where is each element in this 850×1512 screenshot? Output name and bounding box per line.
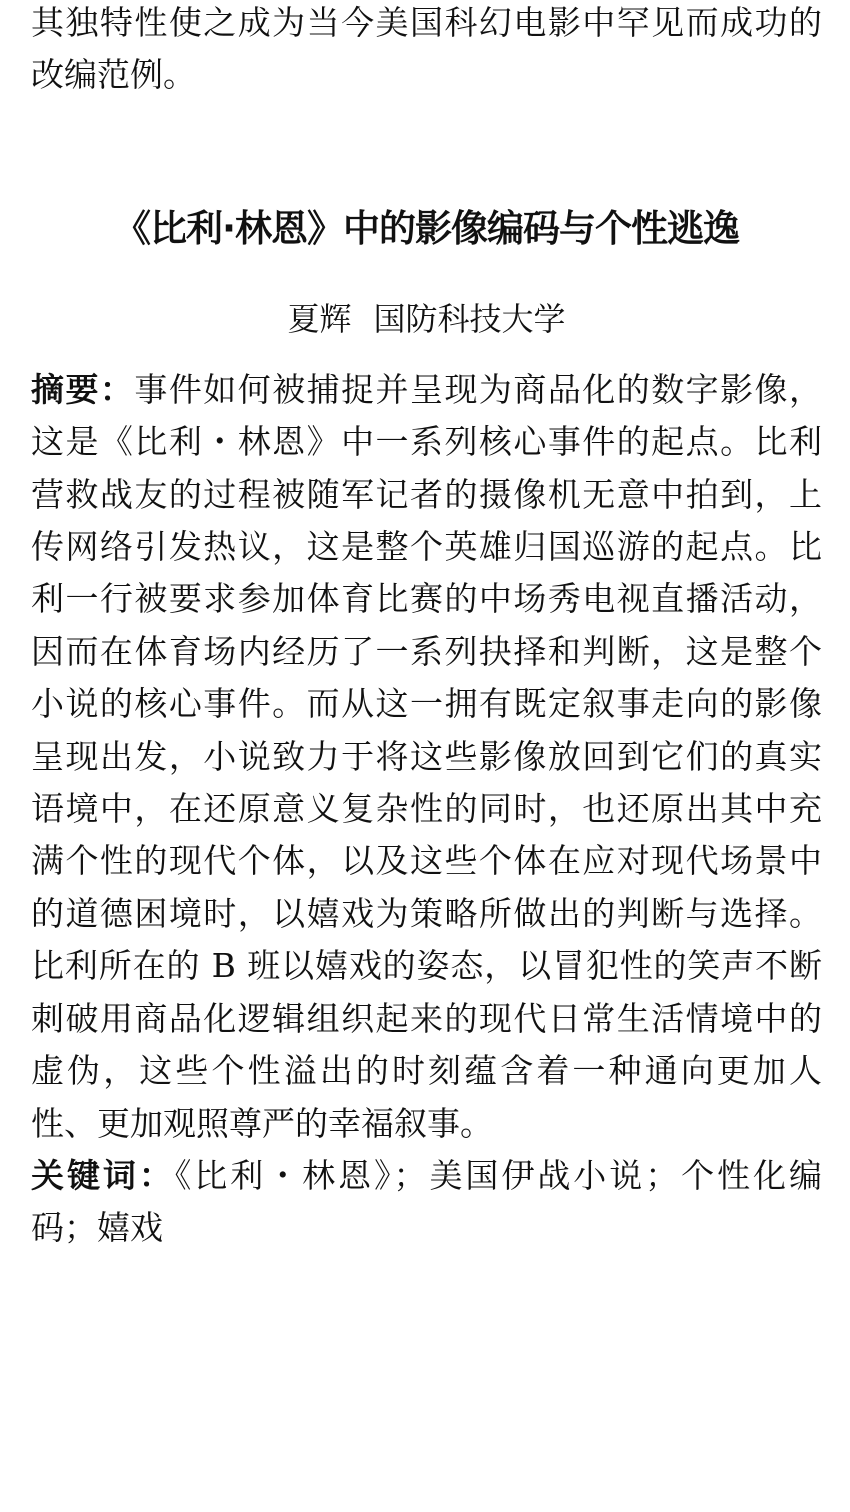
keywords-label: 关键词： (31, 1155, 175, 1195)
abstract-label: 摘要： (31, 369, 135, 409)
author-name: 夏辉 (287, 299, 352, 338)
abstract (31, 364, 822, 1150)
author-affiliation: 国防科技大学 (373, 299, 566, 338)
abstract-text: 事件如何被捕捉并呈现为商品化的数字影像，这是《比利・林恩》中一系列核心事件的起点。比利营救战友的过程被随军记者的摄像机无意中拍到，上传网络引发热议，这是整个英雄归国巡游的起点。比利一行被要求参加体育比赛的中场秀电视直播活动，因而在体育场内经历了一系列抉择和判断，这是整个小说的核心事件。而从这一拥有既定叙事走向的影像呈现出发，小说致力于将这些影像放回到它们的真实语境中，在还原意义复杂性的同时，也还原出其中充满个性的现代个体，以及这些个体在应对现代场景中的道德困境时，以嬉戏为策略所做出的判断与选择。比利所在的 B 班以嬉戏的姿态，以冒犯性的笑声不断刺破用商品化逻辑组织起来的现代日常生活情境中的虚伪，这些个性溢出的时刻蕴含着一种通向更加人性、更加观照尊严的幸福叙事。 (31, 369, 823, 1143)
article-title: 《比利·林恩》中的影像编码与个性逃逸 (113, 206, 740, 250)
keywords-text: 《比利・林恩》；美国伊战小说；个性化编码；嬉戏 (31, 1155, 823, 1248)
keywords (31, 1150, 822, 1255)
intro-paragraph: 其独特性使之成为当今美国科幻电影中罕见而成功的改编范例。 (31, 3, 822, 95)
author-line (31, 296, 822, 342)
